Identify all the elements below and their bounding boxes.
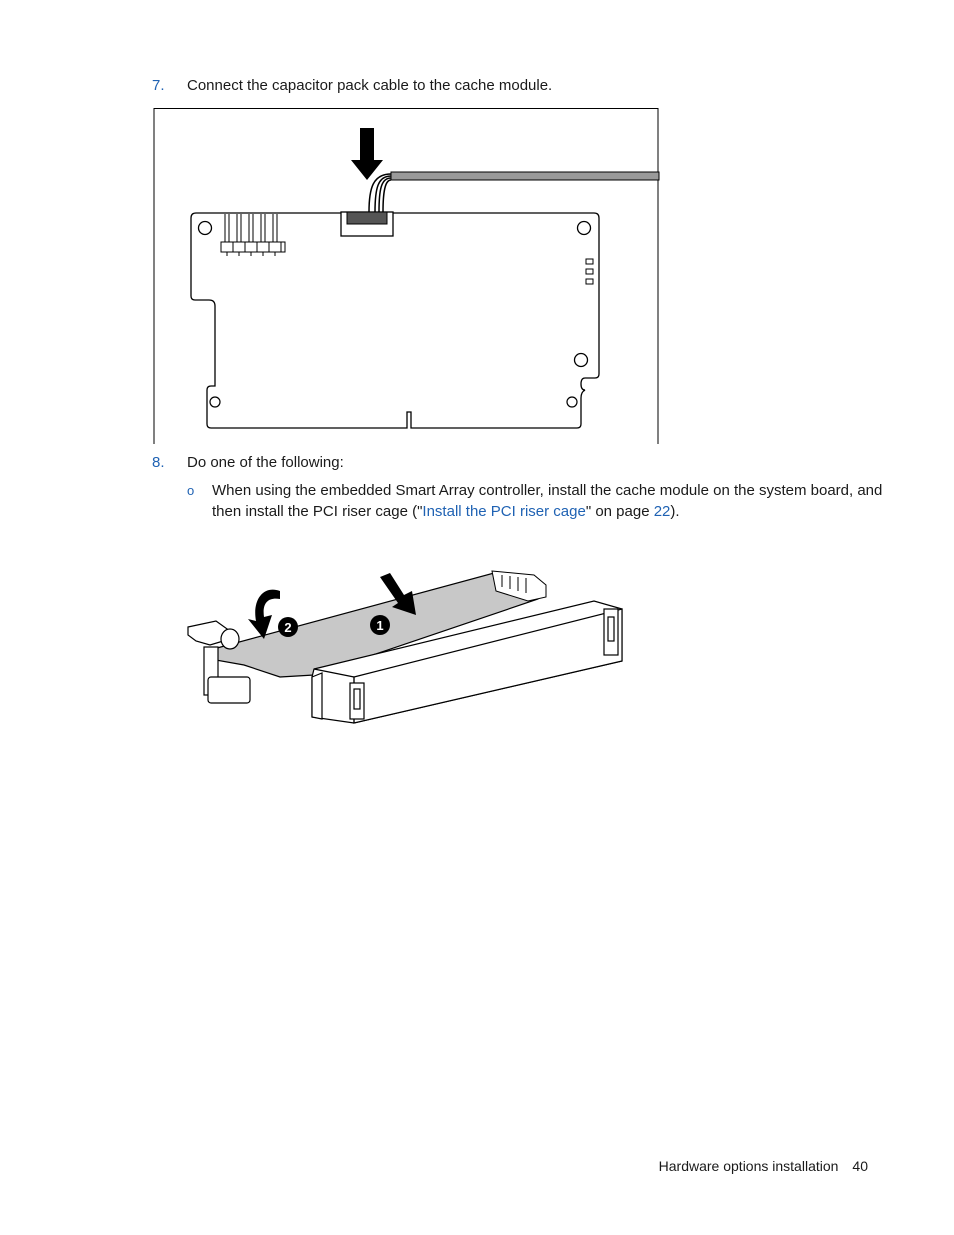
down-arrow-icon xyxy=(351,128,383,180)
page-footer xyxy=(659,1158,868,1174)
rotate-arrow-icon xyxy=(248,590,280,639)
callout-2 xyxy=(278,617,298,637)
substep-embedded-controller xyxy=(187,480,887,522)
bullet-icon: o xyxy=(187,483,195,498)
step-text: Connect the capacitor pack cable to the cache module. xyxy=(187,77,553,94)
step-7 xyxy=(152,75,552,96)
page-22-link[interactable]: 22 xyxy=(653,503,671,520)
step-8 xyxy=(152,452,344,473)
substep-text-part: When using the embedded Smart Array controller, install the cache module on the system board, and then install the PCI riser cage (" xyxy=(212,482,883,520)
callout-1 xyxy=(370,615,390,635)
substep-text xyxy=(212,480,887,522)
step-text: Do one of the following: xyxy=(187,454,344,471)
step-number: 7. xyxy=(152,77,165,94)
substep-text-part: " on page xyxy=(585,503,654,520)
figure-cache-module-cable xyxy=(153,108,660,445)
callout-1-label: 1 xyxy=(376,618,384,633)
footer-section: Hardware options installation xyxy=(658,1158,839,1174)
callout-2-label: 2 xyxy=(284,620,292,635)
install-pci-riser-cage-link[interactable]: Install the PCI riser cage xyxy=(422,503,586,520)
figure-install-cache-module xyxy=(184,565,629,735)
step-number: 8. xyxy=(152,454,165,471)
footer-page-number: 40 xyxy=(852,1158,868,1174)
substep-text-part: ). xyxy=(670,503,680,520)
